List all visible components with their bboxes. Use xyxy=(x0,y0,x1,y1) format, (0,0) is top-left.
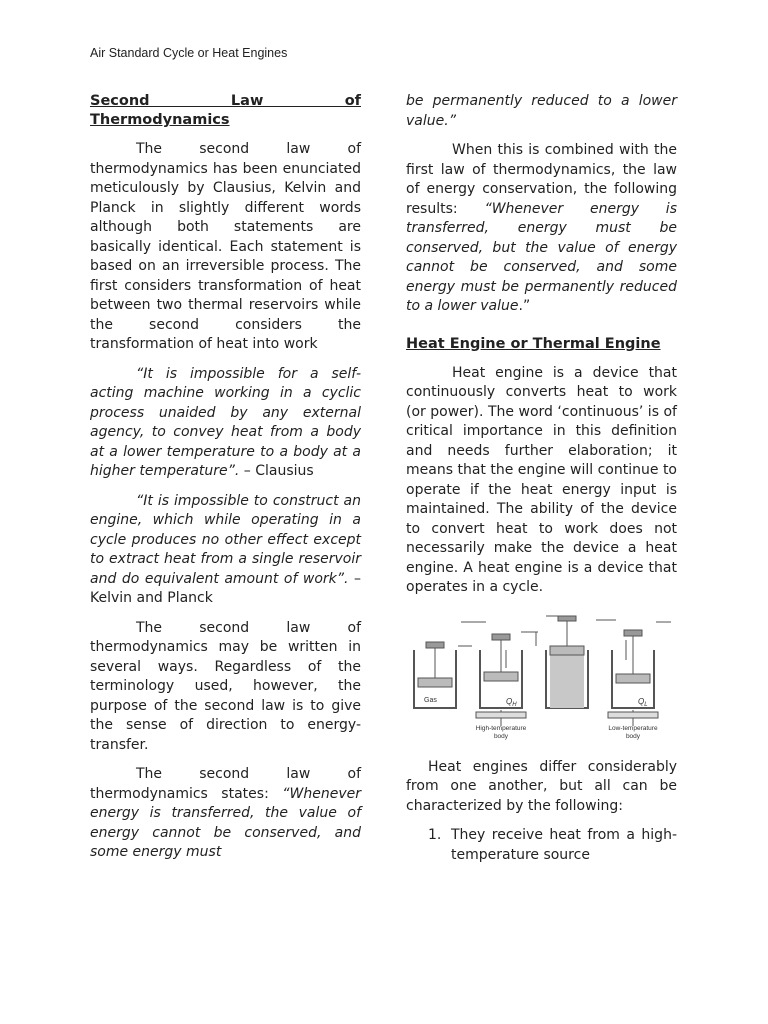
weight-3 xyxy=(558,616,576,621)
section-heading-second-law xyxy=(90,92,361,130)
qh-label: $Q_H$ xyxy=(506,696,517,708)
paragraph-intro: The second law of thermodynamics has been enunciated meticulously by Clausius, Kelvin and Planck in slightly different words although both statements are basically identical. Each statement is based on an irreversible process. The first considers transformation of heat between two thermal reservoirs while the second considers the transformation of heat into work xyxy=(90,141,361,352)
weight-1 xyxy=(426,642,444,648)
gas-fill-3 xyxy=(550,654,584,708)
piston-3 xyxy=(550,646,584,655)
kelvin-attribution: – Kelvin and Planck xyxy=(90,570,361,606)
high-temp-block xyxy=(476,712,526,718)
kelvin-planck-statement xyxy=(90,492,361,609)
weight-4 xyxy=(624,630,642,636)
low-temp-block xyxy=(608,712,658,718)
kelvin-quote: “It is impossible to construct an engine, which while operating in a cycle produces no other effect except to extract heat from a single reservoir and do equivalent amount of work”. xyxy=(90,492,361,587)
left-column xyxy=(90,92,361,873)
paragraph-characterized: Heat engines differ considerably from one another, but all can be characterized by the following: xyxy=(406,758,677,814)
list-item xyxy=(406,826,677,865)
clausius-attribution: – Clausius xyxy=(239,463,314,479)
piston-cylinder-diagram xyxy=(406,610,677,742)
heat-engine-cycle-figure xyxy=(406,610,677,742)
quote-continuation xyxy=(406,92,677,131)
low-temp-label-2: body xyxy=(625,732,641,740)
list-item-text: They receive heat from a high-temperature source xyxy=(451,827,677,863)
paragraph-heat-engine: Heat engine is a device that continuously converts heat to work (or power). The word ‘continuous’ is of critical importance in this definition and needs further elaboration; it means that the engine will continue to operate if the heat energy input is maintained. The ability of the device to convert heat to work does not necessarily make the device a heat engine. A heat engine is a device that operates in a cycle. xyxy=(406,364,677,595)
ql-label: $Q_L$ xyxy=(638,696,648,708)
piston-1 xyxy=(418,678,452,687)
paragraph-combined xyxy=(406,141,677,317)
piston-2 xyxy=(484,672,518,681)
paragraph-states xyxy=(90,765,361,863)
characteristics-list xyxy=(406,826,677,865)
combined-end: .” xyxy=(518,298,531,314)
combined-quote: “Whenever energy is transferred, energy must be conserved, but the value of energy cannot be conserved, and some energy must be permanently reduced to a lower value xyxy=(406,200,677,314)
high-temp-label-1: High-temperature xyxy=(475,724,527,732)
heading-line-2: Thermodynamics xyxy=(90,112,230,128)
heading-line-1: Second Law of xyxy=(90,93,361,109)
clausius-quote: “It is impossible for a self-acting machine working in a cyclic process unaided by any external agency, to convey heat from a body at a lower temperature to a body at a higher temperature”. xyxy=(90,365,361,479)
states-quote: “Whenever energy is transferred, the value of energy cannot be conserved, and some energy must xyxy=(90,785,361,860)
right-column xyxy=(406,92,677,865)
high-temp-label-2: body xyxy=(493,732,509,740)
combined-lead: When this is combined with the first law of thermodynamics, the law of energy conservation, the following results: xyxy=(406,142,677,217)
piston-4 xyxy=(616,674,650,683)
list-item-number: 1. xyxy=(428,827,442,843)
states-lead: The second law of thermodynamics states: xyxy=(90,766,361,802)
running-header: Air Standard Cycle or Heat Engines xyxy=(90,46,288,60)
clausius-statement xyxy=(90,365,361,482)
weight-2 xyxy=(492,634,510,640)
section-heading-heat-engine: Heat Engine or Thermal Engine xyxy=(406,335,661,352)
continued-quote: be permanently reduced to a lower value.” xyxy=(406,93,677,129)
low-temp-label-1: Low-temperature xyxy=(608,724,658,732)
paragraph-purpose: The second law of thermodynamics may be written in several ways. Regardless of the terminology used, however, the purpose of the second law is to give the sense of direction to energy-transfer. xyxy=(90,619,361,753)
gas-label: Gas xyxy=(424,696,437,704)
